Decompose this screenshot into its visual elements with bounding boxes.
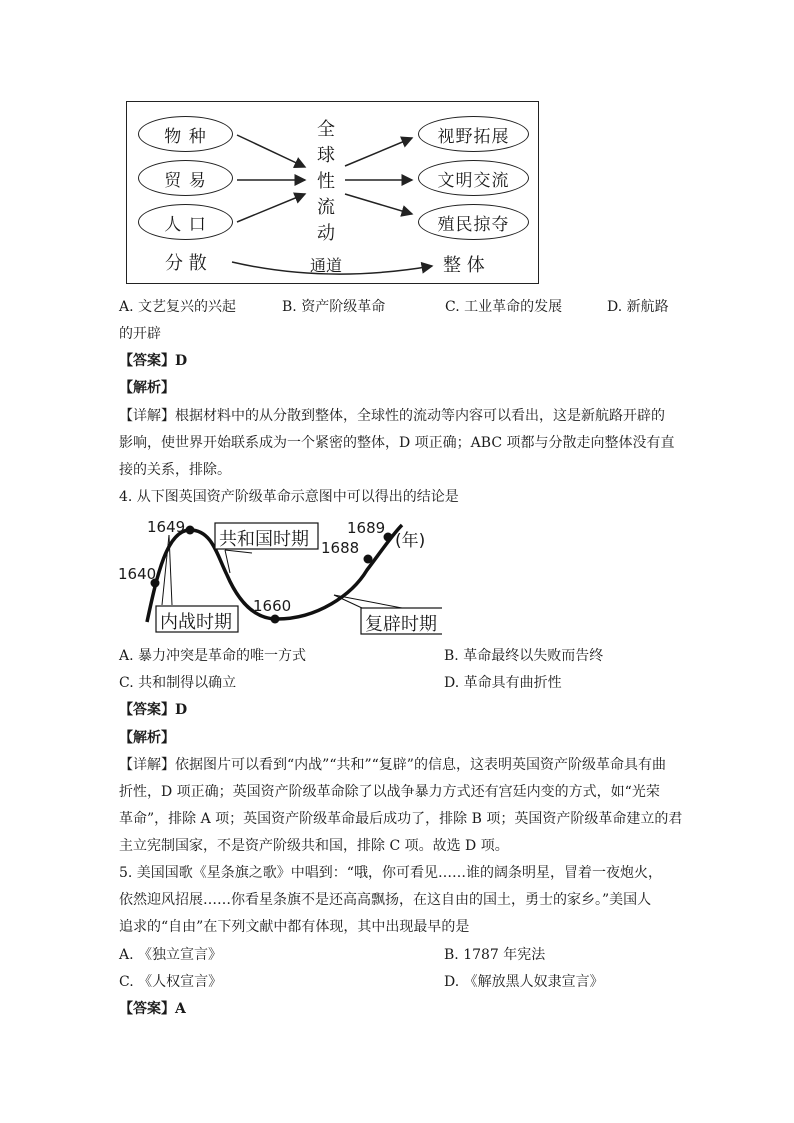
q3-detail-line-3: 接的关系，排除。: [119, 462, 231, 478]
oval-species: 物 种: [138, 116, 233, 152]
oval-civilization: 文明交流: [418, 160, 529, 196]
point-1660: [271, 615, 280, 624]
q3-analysis-label: 【解析】: [119, 380, 175, 396]
q5-stem-line-1: 5. 美国国歌《星条旗之歌》中唱到：“哦，你可看见……谁的阔条明星，冒着一夜炮火，: [119, 865, 662, 881]
q4-answer: 【答案】D: [119, 702, 188, 718]
label-civilwar: 内战时期: [160, 612, 232, 633]
year-1689: 1689: [347, 519, 386, 537]
label-whole: 整 体: [443, 255, 485, 276]
globalization-diagram: [126, 101, 539, 284]
oval-horizon: 视野拓展: [418, 116, 529, 152]
year-unit: (年): [395, 531, 426, 551]
diagram-arrows: [127, 102, 540, 285]
q4-detail-line-2: 折性，D 项正确；英国资产阶级革命除了以战争暴力方式还有宫廷内变的方式，如“光荣: [119, 784, 660, 800]
label-scattered: 分 散: [165, 253, 207, 274]
oval-trade: 贸 易: [138, 160, 233, 196]
point-1688: [364, 555, 373, 564]
oval-population: 人 口: [138, 204, 233, 240]
q4-option-d: D. 革命具有曲折性: [444, 675, 562, 691]
center-char-3: 性: [317, 171, 335, 192]
q5-stem-line-3: 追求的“自由”在下列文献中都有体现，其中出现最早的是: [119, 919, 470, 935]
q4-option-b: B. 革命最终以失败而告终: [444, 648, 604, 664]
center-char-1: 全: [317, 119, 335, 140]
oval-colonial: 殖民掠夺: [418, 204, 529, 240]
q4-stem: 4. 从下图英国资产阶级革命示意图中可以得出的结论是: [119, 489, 459, 505]
q3-option-a: A. 文艺复兴的兴起: [119, 299, 237, 315]
year-1660: 1660: [253, 597, 292, 615]
q3-option-d: D. 新航路: [607, 299, 669, 315]
q3-detail-line-1: 【详解】根据材料中的从分散到整体，全球性的流动等内容可以看出，这是新航路开辟的: [119, 408, 665, 424]
q3-answer: 【答案】D: [119, 353, 188, 369]
q3-option-d-cont: 的开辟: [119, 326, 161, 342]
q4-analysis-label: 【解析】: [119, 730, 175, 746]
revolution-curve-diagram: [112, 515, 442, 640]
q5-stem-line-2: 依然迎风招展……你看星条旗不是还高高飘扬，在这自由的国土，勇士的家乡。”美国人: [119, 892, 652, 908]
year-1688: 1688: [321, 539, 360, 557]
q4-detail-line-3: 革命”，排除 A 项；英国资产阶级革命最后成功了，排除 B 项；英国资产阶级革命建立的君: [119, 811, 683, 827]
q5-option-d: D. 《解放黑人奴隶宣言》: [444, 974, 604, 990]
center-char-4: 流: [317, 197, 335, 218]
year-1640: 1640: [118, 565, 157, 583]
q5-option-c: C. 《人权宣言》: [119, 974, 223, 990]
q5-option-b: B. 1787 年宪法: [444, 947, 546, 963]
q3-option-b: B. 资产阶级革命: [282, 299, 386, 315]
q4-detail-line-1: 【详解】依据图片可以看到“内战”“共和”“复辟”的信息，这表明英国资产阶级革命具有曲: [119, 757, 666, 773]
q3-detail-line-2: 影响，使世界开始联系成为一个紧密的整体，D 项正确；ABC 项都与分散走向整体没有直: [119, 435, 675, 451]
label-channel: 通道: [310, 256, 343, 275]
center-char-2: 球: [317, 145, 335, 166]
year-1649: 1649: [147, 518, 186, 536]
q5-answer: 【答案】A: [119, 1001, 186, 1017]
q3-option-c: C. 工业革命的发展: [445, 299, 563, 315]
q4-option-c: C. 共和制得以确立: [119, 675, 237, 691]
label-republic: 共和国时期: [219, 529, 309, 550]
label-restoration: 复辟时期: [365, 614, 437, 635]
center-char-5: 动: [317, 223, 335, 244]
q4-option-a: A. 暴力冲突是革命的唯一方式: [119, 648, 307, 664]
q4-detail-line-4: 主立宪制国家，不是资产阶级共和国，排除 C 项。故选 D 项。: [119, 838, 509, 854]
q5-option-a: A. 《独立宣言》: [119, 947, 223, 963]
point-1649: [186, 526, 195, 535]
